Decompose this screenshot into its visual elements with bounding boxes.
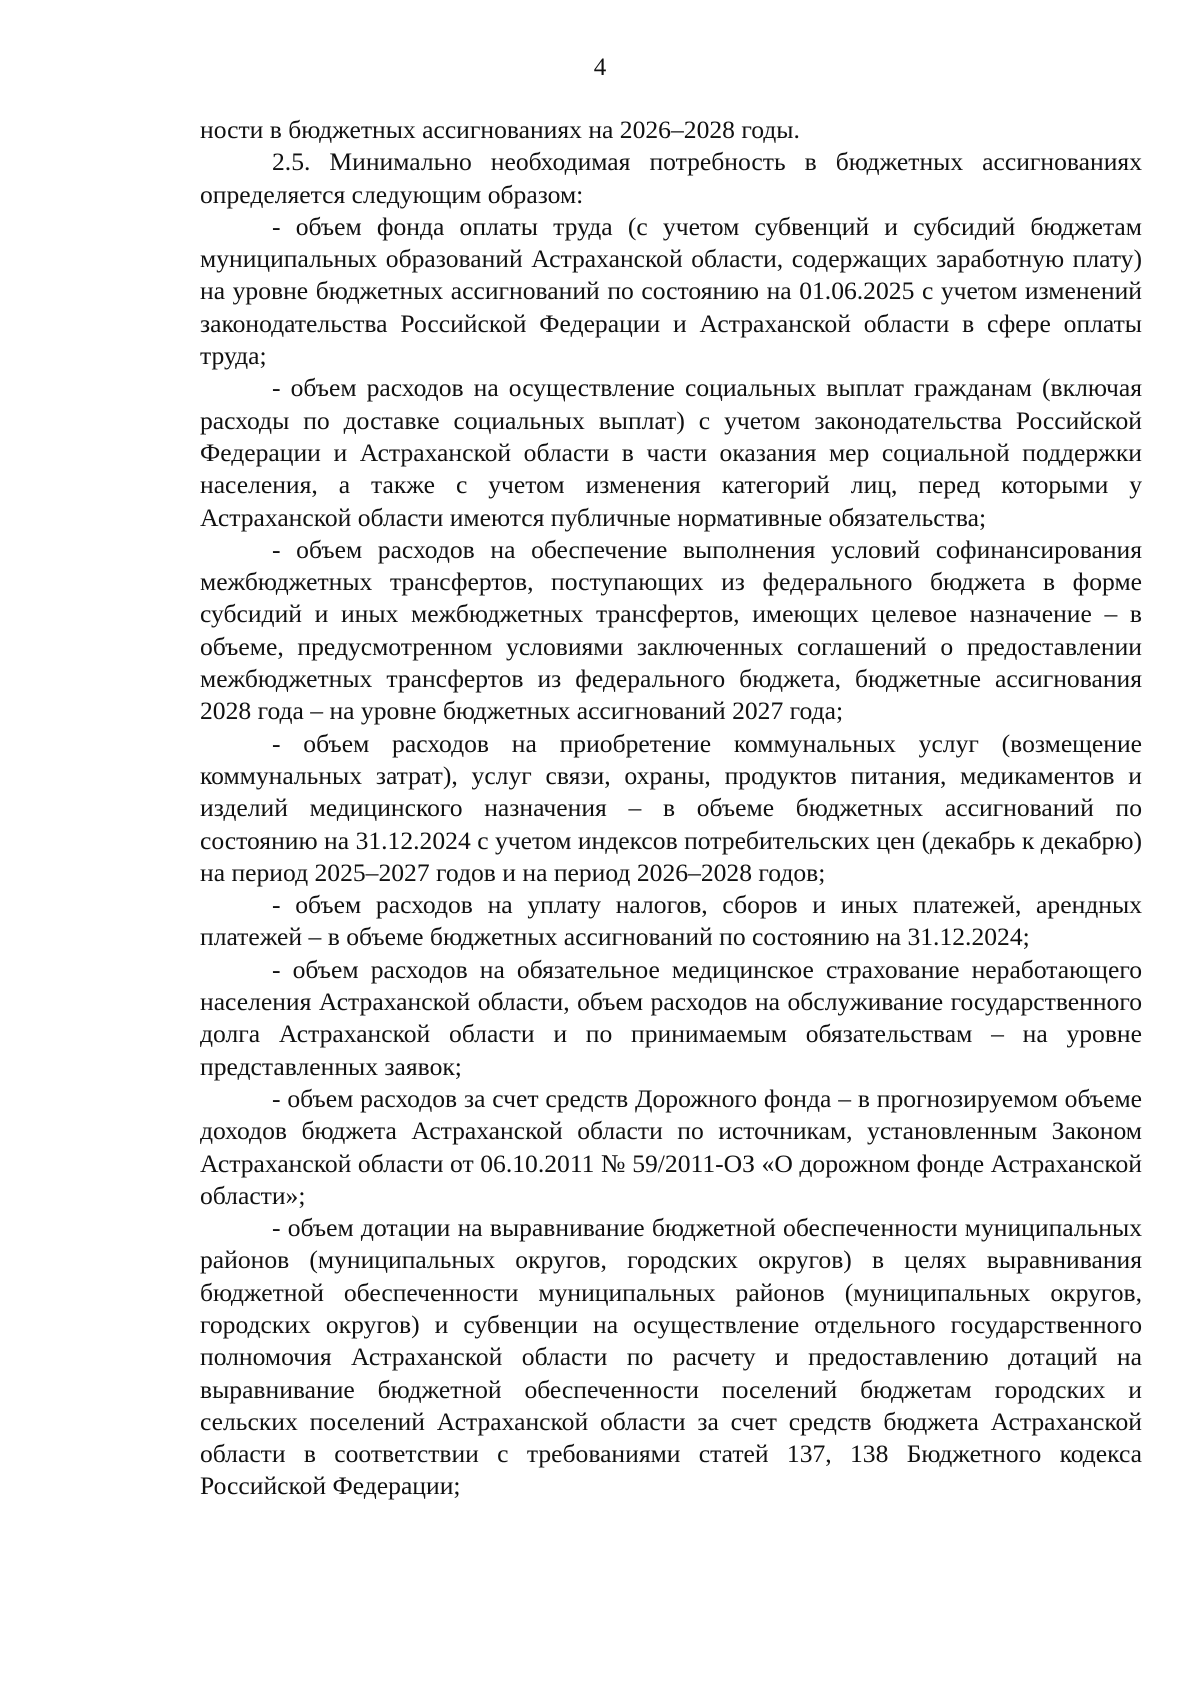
paragraph-taxes: - объем расходов на уплату налогов, сборов и иных платежей, арендных платежей – в объеме бюджетных ассигнований по состоянию на 31.12.2024; (200, 890, 1142, 952)
paragraph-road-fund: - объем расходов за счет средств Дорожного фонда – в прогнозируемом объеме доходов бюджета Астраханской области по источникам, установленным Законом Астраханской области от 06.10.2011 № 59/2011-ОЗ «О дорожном фонде Астраханской области»; (200, 1083, 1142, 1210)
paragraph-payroll-fund: - объем фонда оплаты труда (с учетом субвенций и субсидий бюджетам муниципальных образований Астраханской области, содержащих заработную плату) на уровне бюджетных ассигнований по состоянию на 01.06.2025 с учетом изменений законодательства Российской Федерации и Астраханской области в сфере оплаты труда; (200, 211, 1142, 371)
paragraph-utilities: - объем расходов на приобретение коммунальных услуг (возмещение коммунальных затрат), услуг связи, охраны, продуктов питания, медикаментов и изделий медицинского назначения – в объеме бюджетных ассигнований по состоянию на 31.12.2024 с учетом индексов потребительских цен (декабрь к декабрю) на период 2025–2027 годов и на период 2026–2028 годов; (200, 728, 1142, 887)
paragraph-continuation: ности в бюджетных ассигнованиях на 2026–2028 годы. (200, 115, 800, 144)
paragraph-medical-insurance: - объем расходов на обязательное медицинское страхование неработающего населения Астраханской области, объем расходов на обслуживание государственного долга Астраханской области и по принимаемым обязательствам – на уровне представленных заявок; (200, 954, 1142, 1081)
paragraph-social-payments: - объем расходов на осуществление социальных выплат гражданам (включая расходы по доставке социальных выплат) с учетом законодательства Российской Федерации и Астраханской области в части оказания мер социальной поддержки населения, а также с учетом изменения категорий лиц, перед которыми у Астраханской области имеются публичные нормативные обязательства; (200, 373, 1142, 532)
paragraph-clause-2-5: 2.5. Минимально необходимая потребность в бюджетных ассигнованиях определяется следующим образом: (200, 147, 1142, 209)
document-body (200, 114, 1142, 1503)
page-number: 4 (593, 54, 607, 81)
paragraph-cofinancing: - объем расходов на обеспечение выполнения условий софинансирования межбюджетных трансфертов, поступающих из федерального бюджета в форме субсидий и иных межбюджетных трансфертов, имеющих целевое назначение – в объеме, предусмотренном условиями заключенных соглашений о предоставлении межбюджетных трансфертов из федерального бюджета, бюджетные ассигнования 2028 года – на уровне бюджетных ассигнований 2027 года; (200, 534, 1142, 726)
paragraph-subsidies: - объем дотации на выравнивание бюджетной обеспеченности муниципальных районов (муниципальных округов, городских округов) в целях выравнивания бюджетной обеспеченности муниципальных районов (муниципальных округов, городских округов) и субвенции на осуществление отдельного государственного полномочия Астраханской области по расчету и предоставлению дотаций на выравнивание бюджетной обеспеченности поселений бюджетам городских и сельских поселений Астраханской области за счет средств бюджета Астраханской области в соответствии с требованиями статей 137, 138 Бюджетного кодекса Российской Федерации; (200, 1213, 1142, 1501)
